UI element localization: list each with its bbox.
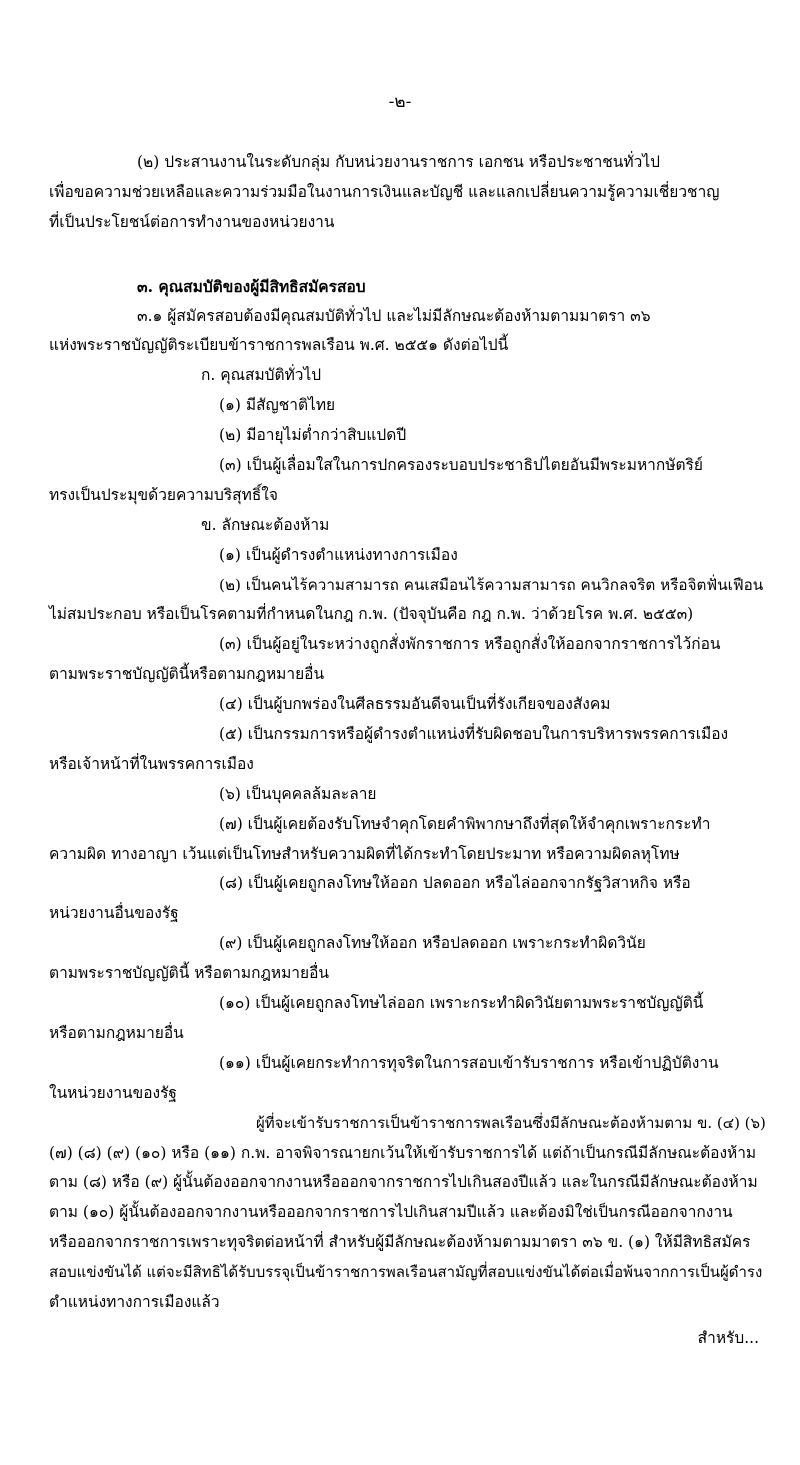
prohibited-item-2-line-2: ไม่สมประกอบ หรือเป็นโรคตามที่กำหนดในกฎ ก.พ. (ปัจจุบันคือ กฎ ก.พ. ว่าด้วยโรค พ.ศ. ๒๕๕๓) <box>49 605 694 624</box>
continuation-text: สำหรับ... <box>697 1328 759 1347</box>
prohibited-item-7-line-2: ความผิด ทางอาญา เว้นแต่เป็นโทษสำหรับความผิดที่ได้กระทำโดยประมาท หรือความผิดลหุโทษ <box>49 844 680 863</box>
prohibited-item-8-line-1: (๘) เป็นผู้เคยถูกลงโทษให้ออก ปลดออก หรือไล่ออกจากรัฐวิสาหกิจ หรือ <box>219 874 691 893</box>
exemption-line-3: ตาม (๘) หรือ (๙) ผู้นั้นต้องออกจากงานหรือออกจากราชการไปเกินสองปีแล้ว และในกรณีมีลักษณะต้องห้าม <box>49 1173 758 1192</box>
general-qualifications-heading: ก. คุณสมบัติทั่วไป <box>201 366 322 385</box>
prohibited-item-2-line-1: (๒) เป็นคนไร้ความสามารถ คนเสมือนไร้ความสามารถ คนวิกลจริต หรือจิตฟั่นเฟือน <box>219 575 764 594</box>
exemption-line-6: สอบแข่งขันได้ แต่จะมีสิทธิได้รับบรรจุเป็นข้าราชการพลเรือนสามัญที่สอบแข่งขันได้ต่อเมื่อพ้นจากการเป็นผู้ดำรง <box>49 1263 763 1282</box>
prohibited-item-8-line-2: หน่วยงานอื่นของรัฐ <box>49 904 179 923</box>
prohibited-item-5-line-1: (๕) เป็นกรรมการหรือผู้ดำรงตำแหน่งที่รับผิดชอบในการบริหารพรรคการเมือง <box>219 725 729 744</box>
general-item-3-line-2: ทรงเป็นประมุขด้วยความบริสุทธิ์ใจ <box>49 485 278 504</box>
prohibited-item-5-line-2: หรือเจ้าหน้าที่ในพรรคการเมือง <box>49 754 254 773</box>
prohibited-item-11-line-1: (๑๑) เป็นผู้เคยกระทำการทุจริตในการสอบเข้ารับราชการ หรือเข้าปฏิบัติงาน <box>219 1053 719 1072</box>
prohibited-item-7-line-1: (๗) เป็นผู้เคยต้องรับโทษจำคุกโดยคำพิพากษาถึงที่สุดให้จำคุกเพราะกระทำ <box>219 814 711 833</box>
section-3-intro-line-2: แห่งพระราชบัญญัติระเบียบข้าราชการพลเรือน พ.ศ. ๒๕๕๑ ดังต่อไปนี้ <box>49 336 509 355</box>
exemption-line-1: ผู้ที่จะเข้ารับราชการเป็นข้าราชการพลเรือนซึ่งมีลักษณะต้องห้ามตาม ข. (๔) (๖) <box>256 1113 766 1132</box>
document-body <box>49 148 769 1354</box>
section-3-heading: ๓. คุณสมบัติของผู้มีสิทธิสมัครสอบ <box>137 276 366 296</box>
general-item-3-line-1: (๓) เป็นผู้เลื่อมใสในการปกครองระบอบประชาธิปไตยอันมีพระมหากษัตริย์ <box>219 456 703 475</box>
prohibited-item-4: (๔) เป็นผู้บกพร่องในศีลธรรมอันดีจนเป็นที่รังเกียจของสังคม <box>219 695 611 714</box>
prohibited-heading: ข. ลักษณะต้องห้าม <box>201 515 330 534</box>
exemption-line-2: (๗) (๘) (๙) (๑๐) หรือ (๑๑) ก.พ. อาจพิจารณายกเว้นให้เข้ารับราชการได้ แต่ถ้าเป็นกรณีมีลักษณะต้องห้าม <box>49 1143 757 1162</box>
duty-item-2-line-3: ที่เป็นประโยชน์ต่อการทำงานของหน่วยงาน <box>49 212 335 231</box>
prohibited-item-9-line-1: (๙) เป็นผู้เคยถูกลงโทษให้ออก หรือปลดออก เพราะกระทำผิดวินัย <box>219 934 646 953</box>
prohibited-item-1: (๑) เป็นผู้ดำรงตำแหน่งทางการเมือง <box>219 545 458 564</box>
prohibited-item-9-line-2: ตามพระราชบัญญัตินี้ หรือตามกฎหมายอื่น <box>49 964 329 983</box>
prohibited-item-10-line-2: หรือตามกฎหมายอื่น <box>49 1023 184 1042</box>
prohibited-item-10-line-1: (๑๐) เป็นผู้เคยถูกลงโทษไล่ออก เพราะกระทำผิดวินัยตามพระราชบัญญัตินี้ <box>219 994 704 1013</box>
general-item-2: (๒) มีอายุไม่ต่ำกว่าสิบแปดปี <box>219 426 407 445</box>
prohibited-item-3-line-2: ตามพระราชบัญญัตินี้หรือตามกฎหมายอื่น <box>49 665 325 684</box>
section-3-intro-line-1: ๓.๑ ผู้สมัครสอบต้องมีคุณสมบัติทั่วไป และไม่มีลักษณะต้องห้ามตามมาตรา ๓๖ <box>137 306 651 325</box>
general-item-1: (๑) มีสัญชาติไทย <box>219 396 336 415</box>
prohibited-item-3-line-1: (๓) เป็นผู้อยู่ในระหว่างถูกสั่งพักราชการ หรือถูกสั่งให้ออกจากราชการไว้ก่อน <box>219 635 721 654</box>
duty-item-2-line-1: (๒) ประสานงานในระดับกลุ่ม กับหน่วยงานราชการ เอกชน หรือประชาชนทั่วไป <box>137 153 660 171</box>
duty-item-2-line-2: เพื่อขอความช่วยเหลือและความร่วมมือในงานการเงินและบัญชี และแลกเปลี่ยนความรู้ความเชี่ยวชาญ <box>49 182 720 201</box>
prohibited-item-6: (๖) เป็นบุคคลล้มละลาย <box>219 784 377 803</box>
exemption-line-7: ตำแหน่งทางการเมืองแล้ว <box>49 1292 220 1311</box>
prohibited-item-11-line-2: ในหน่วยงานของรัฐ <box>49 1083 177 1102</box>
page-number: -๒- <box>388 92 412 112</box>
exemption-line-5: หรือออกจากราชการเพราะทุจริตต่อหน้าที่ สำหรับผู้มีลักษณะต้องห้ามตามมาตรา ๓๖ ข. (๑) ให้มีสิทธิสมัคร <box>49 1233 751 1252</box>
exemption-line-4: ตาม (๑๐) ผู้นั้นต้องออกจากงานหรือออกจากราชการไปเกินสามปีแล้ว และต้องมิใช่เป็นกรณีออกจากงาน <box>49 1203 733 1222</box>
